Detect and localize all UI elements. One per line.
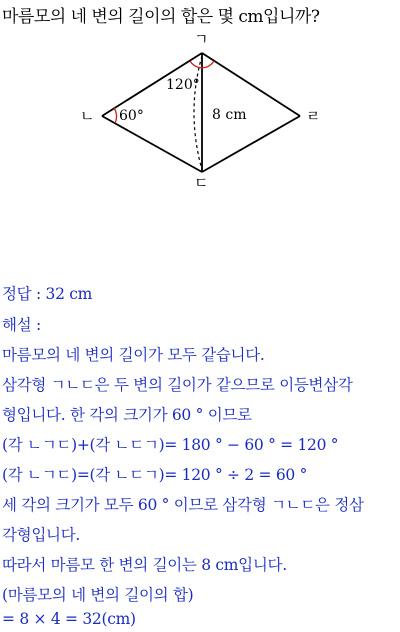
angle-label-top: 120° — [166, 77, 200, 93]
angle-arc-left — [114, 108, 117, 123]
vertex-label-top: ㄱ — [194, 30, 209, 48]
diagonal-length-label: 8 cm — [212, 107, 247, 123]
edge-bottom-left — [102, 116, 202, 172]
solution-line: 세 각의 크기가 모두 60 ° 이므로 삼각형 ㄱㄴㄷ은 정삼 — [2, 496, 364, 514]
explanation-label: 해설 : — [2, 316, 41, 334]
solution-line: = 8 × 4 = 32(cm) — [2, 610, 136, 628]
solution-line: 형입니다. 한 각의 크기가 60 ° 이므로 — [2, 406, 252, 424]
solution-line: (마름모의 네 변의 길이의 합) — [2, 586, 194, 604]
solution-line: 삼각형 ㄱㄴㄷ은 두 변의 길이가 같으므로 이등변삼각 — [2, 376, 353, 394]
solution-line: 각형입니다. — [2, 526, 80, 544]
rhombus-figure — [0, 0, 400, 200]
solution-line: (각 ㄴㄱㄷ)+(각 ㄴㄷㄱ)= 180 ° − 60 ° = 120 ° — [2, 436, 339, 454]
solution-line: 마름모의 네 변의 길이가 모두 같습니다. — [2, 346, 265, 364]
edge-bottom-right — [202, 116, 300, 172]
answer-line: 정답 : 32 cm — [2, 285, 93, 303]
vertex-label-bottom: ㄷ — [194, 174, 209, 192]
question-text: 마름모의 네 변의 길이의 합은 몇 cm입니까? — [2, 7, 320, 27]
angle-label-left: 60° — [119, 108, 144, 124]
diagonal-dashed-curve — [194, 56, 202, 170]
vertex-label-right: ㄹ — [306, 107, 321, 125]
vertex-label-left: ㄴ — [80, 107, 95, 125]
solution-line: (각 ㄴㄱㄷ)=(각 ㄴㄷㄱ)= 120 ° ÷ 2 = 60 ° — [2, 466, 308, 484]
solution-line: 따라서 마름모 한 변의 길이는 8 cm입니다. — [2, 556, 287, 574]
